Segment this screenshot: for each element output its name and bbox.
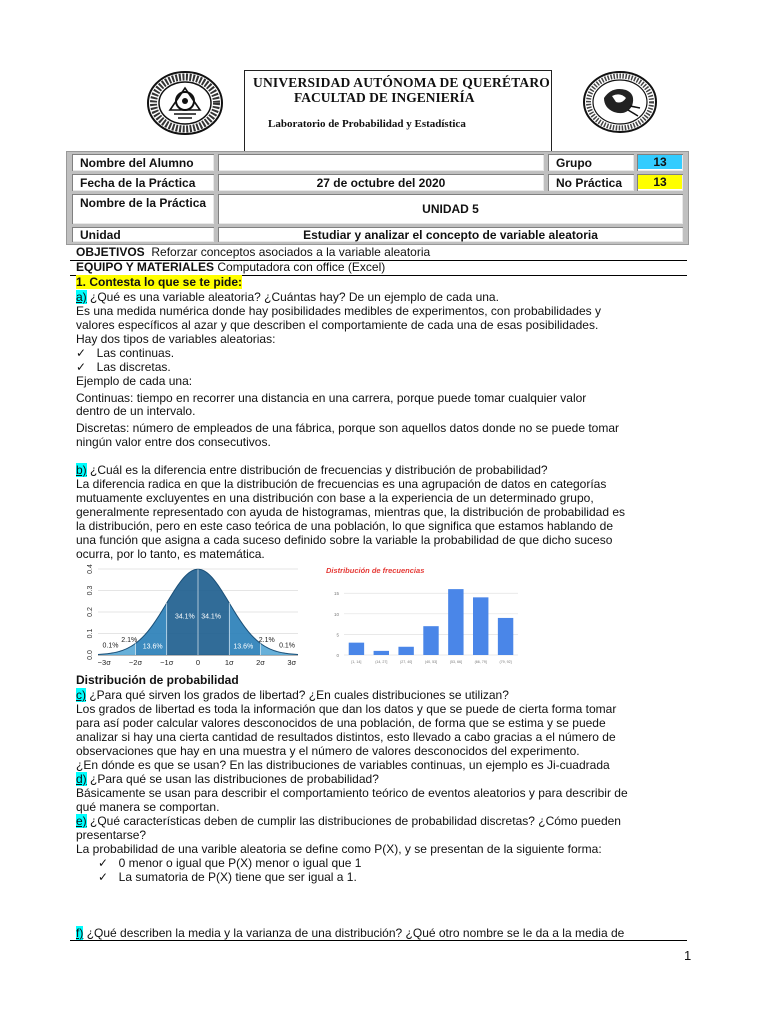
answer-b-line: generalmente representado con ayuda de histogramas, mientras que, la distribución de probabilidad es [76,505,626,519]
answer-b-line: La diferencia radica en que la distribución de frecuencias es una agrupación de datos en categorías [76,477,607,491]
bar [473,597,488,655]
answer-d-line: Básicamente se usan para describir el comportamiento teórico de eventos aleatorios y para describir de [76,786,628,800]
x-tick-label: (14, 27] [375,660,388,664]
question-1-heading: 1. Contesta lo que se te pide: [76,275,243,289]
materials-text: Computadora con office (Excel) [217,260,386,274]
percent-label: 2.1% [258,637,275,645]
answer-a-line: dentro de un intervalo. [76,404,196,418]
percent-label: 0.1% [102,642,119,650]
percent-label: 2.1% [121,637,138,645]
bar [423,626,438,655]
answer-a-line: ningún valor entre dos consecutivos. [76,435,271,449]
question-a-letter: a) [76,290,87,304]
y-tick-label: 0.0 [87,650,94,660]
normal-distribution-chart [76,563,306,671]
materials-line [76,261,385,275]
answer-b-line: ocurra, por lo tanto, es matemática. [76,547,265,561]
chart-title: Distribución de frecuencias [326,566,425,575]
answer-a-line: valores específicos al azar y que describen el comportamiente de cada una de esas posibilidades. [76,318,599,332]
question-a: a) ¿Qué es una variable aleatoria? ¿Cuántas hay? De un ejemplo de cada una. [76,290,499,304]
student-info-table [66,151,689,245]
faculty-seal-logo [146,70,224,136]
answer-b-line: la distribución, pero en este caso teórica de una población, lo que significa que estamos hablando de [76,519,614,533]
percent-label: 0.1% [279,642,296,650]
check-icon: ✓ [98,870,109,884]
question-d: d) ¿Para qué se usan las distribuciones de probabilidad? [76,772,379,786]
group-value: 13 [638,155,682,169]
x-tick-label: −2σ [128,658,143,667]
unit-label: Unidad [72,227,214,242]
practice-name-value: UNIDAD 5 [218,194,683,224]
x-tick-label: (53, 66] [449,660,462,664]
y-tick-label: 0.2 [87,607,94,617]
x-tick-label: (79, 92] [499,660,512,664]
figure-caption: Distribución de probabilidad [76,673,239,687]
group-label: Grupo [548,154,634,171]
list-item: ✓ Las discretas. [76,360,171,374]
x-tick-label: 2σ [256,658,265,667]
x-tick-label: (40, 53] [424,660,438,664]
question-f: f) ¿Qué describen la media y la varianza de una distribución? ¿Qué otro nombre se le da a la media de [76,926,625,940]
y-tick-label: 5 [336,632,339,638]
practice-number-label: No Práctica [548,174,634,191]
y-tick-label: 0 [336,653,339,658]
practice-date-label: Fecha de la Práctica [72,174,214,191]
check-icon: ✓ [76,346,87,360]
materials-label: EQUIPO Y MATERIALES [76,260,215,274]
answer-c-line: Los grados de libertad es toda la información que dan los datos y que se puede de cierta forma tomar [76,702,617,716]
check-icon: ✓ [76,360,87,374]
answer-c-line: analizar si hay una cierta cantidad de resultados distintos, esto llevado a cabo gracias a el número de [76,730,616,744]
bar [374,651,389,655]
bar [498,618,513,655]
answer-c-line: para así poder calcular valores desconocidos de una población, de forma que se estima y se puede [76,716,606,730]
university-seal-logo [582,70,658,134]
list-item: ✓ Las continuas. [76,346,175,360]
question-c: c) ¿Para qué sirven los grados de libertad? ¿En cuales distribuciones se utilizan? [76,688,509,702]
page-number: 1 [684,948,692,963]
question-c-letter: c) [76,688,86,702]
y-tick-label: 0.4 [87,564,94,574]
percent-label: 13.6% [233,643,254,651]
question-d-letter: d) [76,772,87,786]
answer-a-line: Hay dos tipos de variables aleatorias: [76,332,276,346]
answer-a-line: Continuas: tiempo en recorrer una distancia en una carrera, porque puede tomar cualquier valor [76,391,587,405]
student-name-value [218,154,544,171]
answer-d-line: qué manera se comportan. [76,800,220,814]
y-tick-label: 0.1 [87,628,94,639]
x-tick-label: 1σ [224,658,234,667]
x-tick-label: (66, 79] [474,660,487,664]
bar [349,643,364,655]
document-header [244,70,552,152]
answer-a-line: Ejemplo de cada una: [76,374,193,388]
question-e: e) ¿Qué características deben de cumplir las distribuciones de probabilidad discretas? ¿Cómo pueden [76,814,621,828]
x-tick-label: −1σ [160,658,174,667]
answer-a-line: Discretas: número de empleados de una fábrica, porque son aquellos datos donde no se puede tomar [76,421,620,435]
answer-e-line: La probabilidad de una varible aleatoria se define como P(X), y se presentan de la siguiente forma: [76,842,602,856]
objectives-text: Reforzar conceptos asociados a la variable aleatoria [151,245,431,259]
x-tick-label: −3σ [97,658,111,667]
percent-label: 34.1% [201,613,222,621]
percent-label: 34.1% [174,613,195,621]
y-tick-label: 0.3 [87,585,94,596]
lab-name: Laboratorio de Probabilidad y Estadística [268,118,466,130]
y-tick-label: 10 [333,611,339,617]
group-cell [637,154,683,171]
university-name: UNIVERSIDAD AUTÓNOMA DE QUERÉTARO [253,75,551,90]
x-tick-label: 0 [195,658,201,667]
x-tick-label: 3σ [287,658,297,667]
bar [448,589,463,655]
divider [70,940,687,941]
x-tick-label: [1, 14] [351,660,362,664]
answer-c-line: ¿En dónde es que se usan? En las distribuciones de variables continuas, un ejemplo es Ji-cuadrada [76,758,610,772]
frequency-bar-chart [318,563,530,671]
question-b-letter: b) [76,463,87,477]
distribution-band [167,569,198,655]
answer-c-line: observaciones que hay en una muestra y el número de valores desconocidos del experimento. [76,744,580,758]
faculty-name: FACULTAD DE INGENIERÍA [294,90,475,105]
question-e-letter: e) [76,814,87,828]
check-icon: ✓ [98,856,109,870]
practice-number-cell [637,174,683,191]
bar [398,647,413,655]
x-tick-label: (27, 40] [400,660,413,664]
student-name-label: Nombre del Alumno [72,154,214,171]
list-item: ✓ 0 menor o igual que P(X) menor o igual que 1 [98,856,362,870]
objectives-label: OBJETIVOS [76,245,145,259]
answer-a-line: Es una medida numérica donde hay posibilidades medibles de experimentos, con probabilidades y [76,304,601,318]
practice-name-label: Nombre de la Práctica [72,194,214,224]
practice-number-value: 13 [638,175,682,189]
objectives-line [76,246,430,260]
question-e-cont: presentarse? [76,828,147,842]
answer-b-line: mutuamente excluyentes en una distribución con base a la experiencia de un determinado grupo, [76,491,594,505]
unit-value: Estudiar y analizar el concepto de variable aleatoria [218,227,683,242]
percent-label: 13.6% [142,643,163,651]
y-tick-label: 15 [333,591,339,597]
question-f-letter: f) [76,926,84,940]
answer-b-line: una función que asigna a cada suceso definido sobre la variable la probabilidad de que dicho suceso [76,533,613,547]
question-b: b) ¿Cuál es la diferencia entre distribución de frecuencias y distribución de probabilidad? [76,463,548,477]
practice-date-value: 27 de octubre del 2020 [218,174,544,191]
distribution-band [198,569,229,655]
list-item: ✓ La sumatoria de P(X) tiene que ser igual a 1. [98,870,357,884]
